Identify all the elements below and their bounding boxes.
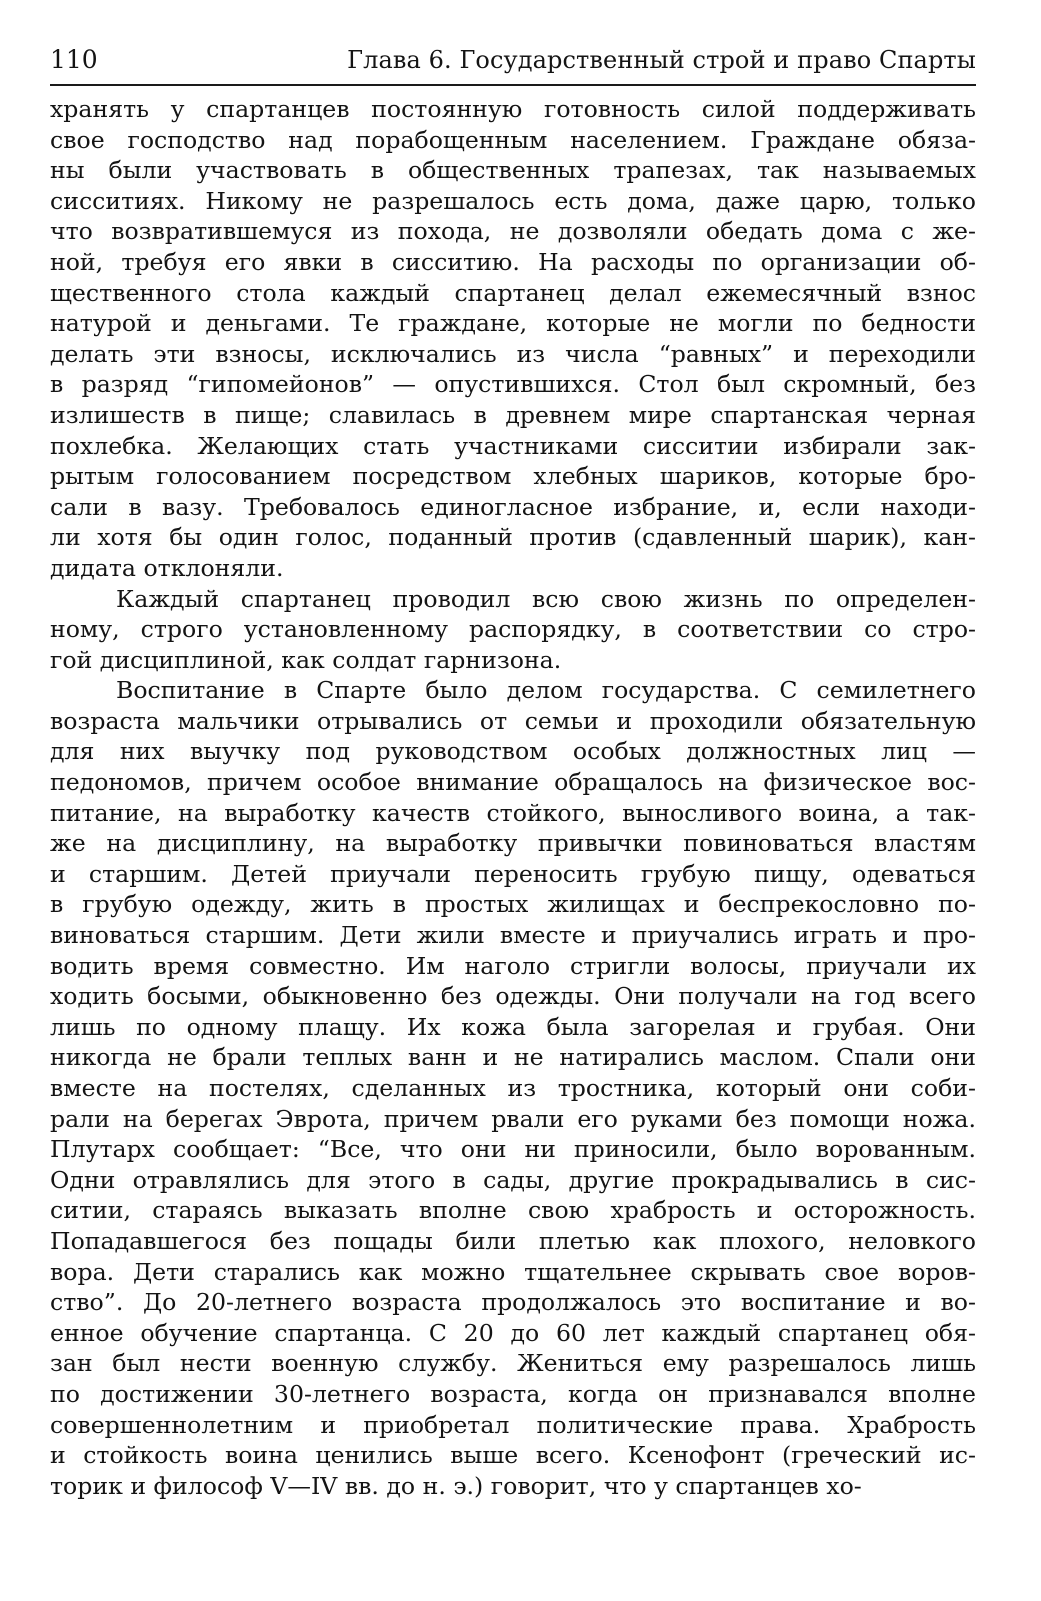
text-line: натурой и деньгами. Те граждане, которые не могли по бедности <box>50 309 976 338</box>
text-line: похлебка. Желающих стать участниками сисситии избирали зак- <box>50 431 976 460</box>
text-line: в разряд “гипомейонов” — опустившихся. Стол был скромный, без <box>50 370 976 399</box>
text-line: совершеннолетним и приобретал политические права. Храбрость <box>50 1410 976 1439</box>
body-text <box>50 94 976 1501</box>
text-line: сали в вазу. Требовалось единогласное избрание, и, если находи- <box>50 492 976 521</box>
text-line: ному, строго установленному распорядку, в соответствии со стро- <box>50 615 976 644</box>
text-line: излишеств в пище; славилась в древнем мире спартанская черная <box>50 400 976 429</box>
text-line: возраста мальчики отрывались от семьи и проходили обязательную <box>50 706 976 735</box>
text-line: никогда не брали теплых ванн и не натирались маслом. Спали они <box>50 1043 976 1072</box>
running-title: Глава 6. Государственный строй и право Спарты <box>347 46 976 74</box>
text-line: ной, требуя его явки в сисситию. На расходы по организации об- <box>50 247 976 276</box>
page-number: 110 <box>50 45 98 74</box>
text-line: вместе на постелях, сделанных из тростника, который они соби- <box>50 1074 976 1102</box>
text-line: щественного стола каждый спартанец делал ежемесячный взнос <box>50 278 976 307</box>
text-line: для них выучку под руководством особых должностных лиц — <box>50 737 976 766</box>
text-line: лишь по одному плащу. Их кожа была загорелая и грубая. Они <box>50 1012 976 1041</box>
text-line: ходить босыми, обыкновенно без одежды. Они получали на год всего <box>50 982 976 1011</box>
text-line: делать эти взносы, исключались из числа “равных” и переходили <box>50 339 976 368</box>
text-line: ны были участвовать в общественных трапезах, так называемых <box>50 156 976 185</box>
paragraph <box>50 584 976 676</box>
text-line: рытым голосованием посредством хлебных шариков, которые бро- <box>50 462 976 491</box>
text-line: же на дисциплину, на выработку привычки повиноваться властям <box>50 829 976 858</box>
text-line: питание, на выработку качеств стойкого, выносливого воина, а так- <box>50 798 976 827</box>
text-line: зан был нести военную службу. Жениться ему разрешалось лишь <box>50 1349 976 1378</box>
text-line: рали на берегах Эврота, причем рвали его руками без помощи ножа. <box>50 1104 976 1133</box>
text-line: в грубую одежду, жить в простых жилищах и беспрекословно по- <box>50 890 976 919</box>
text-line: что возвратившемуся из похода, не дозволяли обедать дома с же- <box>50 217 976 246</box>
text-line: вора. Дети старались как можно тщательнее скрывать свое воров- <box>50 1257 976 1286</box>
text-line: дидата отклоняли. <box>50 553 284 582</box>
text-line: Воспитание в Спарте было делом государства. С семилетнего <box>116 676 976 705</box>
text-line: Каждый спартанец проводил всю свою жизнь по определен- <box>116 584 976 613</box>
text-line: Плутарх сообщает: “Все, что они ни приносили, было ворованным. <box>50 1135 976 1164</box>
paragraph <box>50 675 976 1501</box>
text-line: и старшим. Детей приучали переносить грубую пищу, одеваться <box>50 859 976 888</box>
text-line: торик и философ V—IV вв. до н. э.) говорит, что у спартанцев хо- <box>50 1471 862 1500</box>
text-line: хранять у спартанцев постоянную готовность силой поддерживать <box>50 95 976 123</box>
paragraph <box>50 94 976 584</box>
text-line: сисситиях. Никому не разрешалось есть дома, даже царю, только <box>50 186 976 215</box>
text-line: ство”. До 20-летнего возраста продолжалось это воспитание и во- <box>50 1288 976 1317</box>
text-line: ли хотя бы один голос, поданный против (сдавленный шарик), кан- <box>50 523 976 552</box>
text-line: водить время совместно. Им наголо стригли волосы, приучали их <box>50 951 976 980</box>
text-line: Попадавшегося без пощады били плетью как плохого, неловкого <box>50 1226 976 1255</box>
text-line: Одни отравлялись для этого в сады, другие прокрадывались в сис- <box>50 1165 976 1194</box>
text-line: свое господство над порабощенным населением. Граждане обяза- <box>50 125 976 154</box>
page-header <box>50 44 976 86</box>
text-line: ситии, стараясь выказать вполне свою храбрость и осторожность. <box>50 1196 976 1225</box>
text-line: педономов, причем особое внимание обращалось на физическое вос- <box>50 768 976 797</box>
text-line: по достижении 30-летнего возраста, когда он признавался вполне <box>50 1379 976 1408</box>
text-line: енное обучение спартанца. С 20 до 60 лет каждый спартанец обя- <box>50 1318 976 1347</box>
text-line: и стойкость воина ценились выше всего. Ксенофонт (греческий ис- <box>50 1441 976 1470</box>
text-line: гой дисциплиной, как солдат гарнизона. <box>50 645 562 674</box>
text-line: виноваться старшим. Дети жили вместе и приучались играть и про- <box>50 921 976 950</box>
